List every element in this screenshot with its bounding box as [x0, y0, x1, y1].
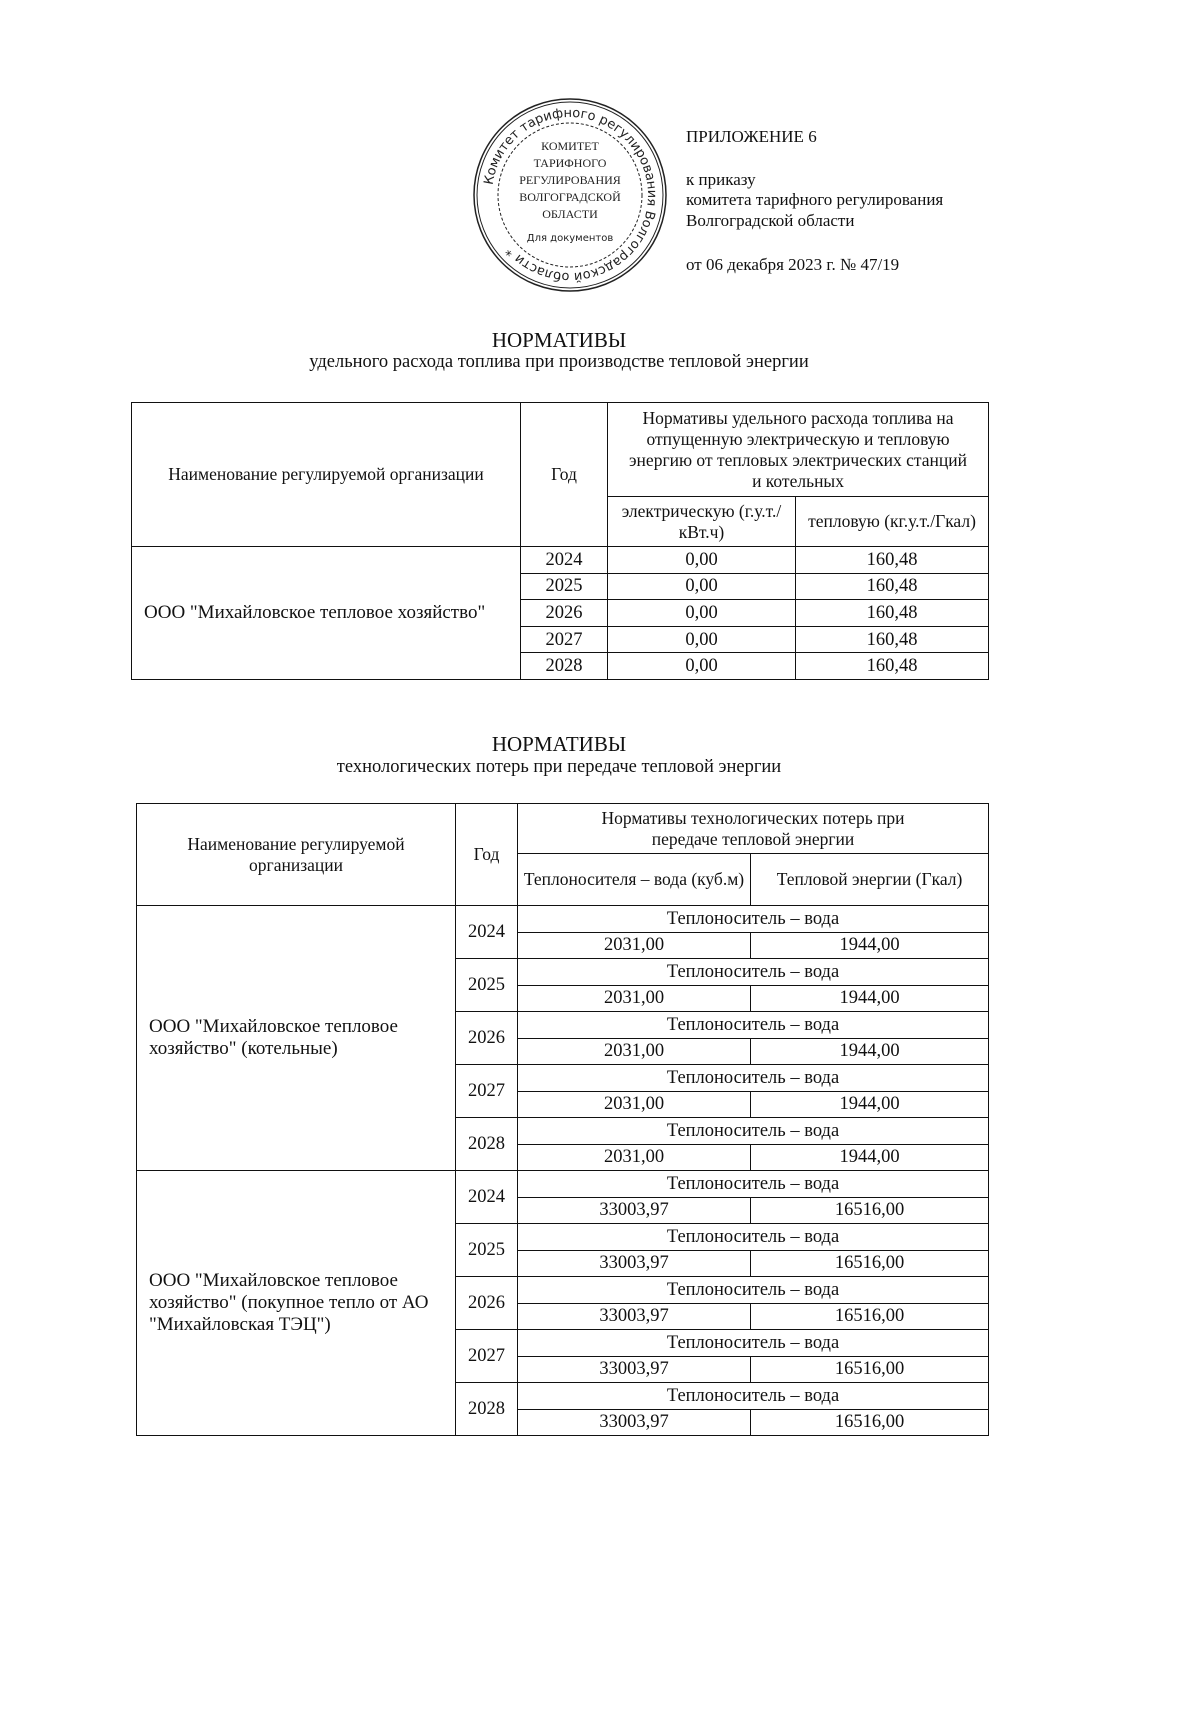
- table-row: [137, 1171, 989, 1198]
- heat-value: 16516,00: [751, 1250, 989, 1277]
- col-org-header: Наименование регулируемой организации: [137, 804, 456, 906]
- org-name: ООО "Михайловское тепловое хозяйство": [132, 547, 521, 680]
- fuel-table: [131, 402, 989, 680]
- carrier-label: Теплоноситель – вода: [518, 1065, 989, 1092]
- stamp-line: ОБЛАСТИ: [542, 207, 598, 221]
- year-cell: 2027: [521, 626, 608, 653]
- official-stamp: [470, 95, 670, 295]
- year-cell: 2028: [521, 653, 608, 680]
- losses-title: НОРМАТИВЫ: [491, 732, 627, 756]
- year-cell: 2026: [456, 1277, 518, 1330]
- water-value: 2031,00: [518, 985, 751, 1012]
- carrier-label: Теплоноситель – вода: [518, 1383, 989, 1410]
- stamp-line: РЕГУЛИРОВАНИЯ: [519, 173, 621, 187]
- losses-subtitle: технологических потерь при передаче тепловой энергии: [336, 757, 782, 777]
- water-value: 33003,97: [518, 1303, 751, 1330]
- year-cell: 2025: [456, 959, 518, 1012]
- year-cell: 2024: [521, 547, 608, 574]
- year-cell: 2024: [456, 906, 518, 959]
- water-value: 33003,97: [518, 1409, 751, 1436]
- heat-value: 160,48: [796, 547, 989, 574]
- carrier-label: Теплоноситель – вода: [518, 1330, 989, 1357]
- col-heat-header: Тепловой энергии (Гкал): [751, 854, 989, 906]
- elec-value: 0,00: [608, 653, 796, 680]
- water-value: 2031,00: [518, 932, 751, 959]
- year-cell: 2025: [456, 1224, 518, 1277]
- appendix-number: ПРИЛОЖЕНИЕ 6: [686, 127, 817, 146]
- col-org-header: Наименование регулируемой организации: [132, 403, 521, 547]
- heat-value: 160,48: [796, 600, 989, 627]
- water-value: 2031,00: [518, 1038, 751, 1065]
- order-date-number: от 06 декабря 2023 г. № 47/19: [686, 255, 900, 274]
- to-order: к приказу: [686, 170, 756, 189]
- year-cell: 2027: [456, 1065, 518, 1118]
- water-value: 2031,00: [518, 1144, 751, 1171]
- heat-value: 1944,00: [751, 932, 989, 959]
- heat-value: 16516,00: [751, 1197, 989, 1224]
- water-value: 33003,97: [518, 1250, 751, 1277]
- org-name: ООО "Михайловское тепловое хозяйство" (покупное тепло от АО "Михайловская ТЭЦ"): [137, 1171, 456, 1436]
- stamp-ring-text: Комитет тарифного регулирования Волгоградской области *: [481, 105, 660, 285]
- carrier-label: Теплоноситель – вода: [518, 1118, 989, 1145]
- fuel-title: НОРМАТИВЫ: [491, 328, 627, 352]
- region: Волгоградской области: [686, 211, 855, 230]
- elec-value: 0,00: [608, 547, 796, 574]
- carrier-label: Теплоноситель – вода: [518, 1224, 989, 1251]
- heat-value: 1944,00: [751, 985, 989, 1012]
- water-value: 2031,00: [518, 1091, 751, 1118]
- year-cell: 2024: [456, 1171, 518, 1224]
- heat-value: 16516,00: [751, 1356, 989, 1383]
- heat-value: 1944,00: [751, 1144, 989, 1171]
- elec-value: 0,00: [608, 573, 796, 600]
- col-year-header: Год: [521, 403, 608, 547]
- stamp-bottom: Для документов: [526, 233, 614, 244]
- year-cell: 2026: [521, 600, 608, 627]
- carrier-label: Теплоноситель – вода: [518, 1171, 989, 1198]
- carrier-label: Теплоноситель – вода: [518, 1012, 989, 1039]
- heat-value: 160,48: [796, 626, 989, 653]
- col-heat-header: тепловую (кг.у.т./Гкал): [796, 497, 989, 547]
- losses-table: [136, 803, 989, 1436]
- col-year-header: Год: [456, 804, 518, 906]
- water-value: 33003,97: [518, 1197, 751, 1224]
- heat-value: 160,48: [796, 653, 989, 680]
- heat-value: 16516,00: [751, 1409, 989, 1436]
- committee: комитета тарифного регулирования: [686, 190, 944, 209]
- org-name: ООО "Михайловское тепловое хозяйство" (котельные): [137, 906, 456, 1171]
- heat-value: 1944,00: [751, 1038, 989, 1065]
- heat-value: 1944,00: [751, 1091, 989, 1118]
- elec-value: 0,00: [608, 626, 796, 653]
- year-cell: 2026: [456, 1012, 518, 1065]
- stamp-line: КОМИТЕТ: [541, 139, 599, 153]
- carrier-label: Теплоноситель – вода: [518, 906, 989, 933]
- col-elec-header: электрическую (г.у.т./кВт.ч): [608, 497, 796, 547]
- fuel-subtitle: удельного расхода топлива при производстве тепловой энергии: [309, 352, 809, 372]
- year-cell: 2028: [456, 1118, 518, 1171]
- stamp-line: ВОЛГОГРАДСКОЙ: [519, 190, 621, 204]
- stamp-line: ТАРИФНОГО: [533, 156, 607, 170]
- year-cell: 2025: [521, 573, 608, 600]
- table-row: [137, 906, 989, 933]
- year-cell: 2028: [456, 1383, 518, 1436]
- carrier-label: Теплоноситель – вода: [518, 1277, 989, 1304]
- table-row: [132, 547, 989, 574]
- col-group-header: Нормативы удельного расхода топлива на отпущенную электрическую и тепловую энергию от тепловых электрических станций и котельных: [608, 403, 989, 497]
- heat-value: 160,48: [796, 573, 989, 600]
- carrier-label: Теплоноситель – вода: [518, 959, 989, 986]
- elec-value: 0,00: [608, 600, 796, 627]
- heat-value: 16516,00: [751, 1303, 989, 1330]
- col-group-header: Нормативы технологических потерь при передаче тепловой энергии: [518, 804, 989, 854]
- water-value: 33003,97: [518, 1356, 751, 1383]
- col-water-header: Теплоносителя – вода (куб.м): [518, 854, 751, 906]
- year-cell: 2027: [456, 1330, 518, 1383]
